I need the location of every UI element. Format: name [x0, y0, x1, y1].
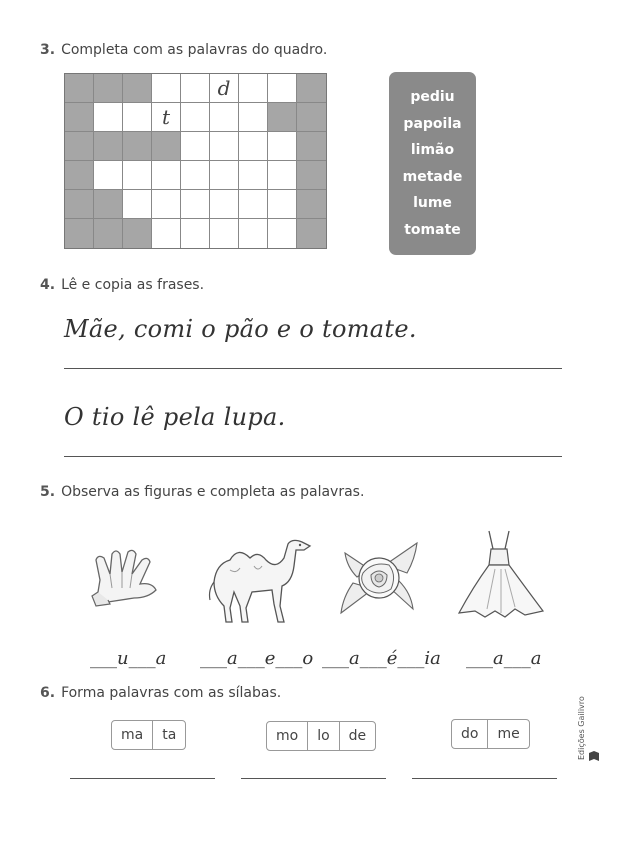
word-box-item: lume [413, 195, 452, 211]
syllable: ma [112, 721, 153, 749]
exercise-4-instruction: Lê e copia as frases. [61, 277, 205, 293]
grid-cell-shaded [297, 219, 326, 248]
word-3-part: ___ [359, 648, 387, 669]
word-box-item: metade [402, 168, 463, 185]
word-1-part: ___ [128, 648, 156, 669]
grid-cell[interactable] [239, 219, 268, 248]
exercise-4-number: 4. [40, 277, 56, 293]
grid-cell-shaded [94, 219, 123, 248]
grid-cell[interactable] [239, 161, 268, 190]
exercise-5-number: 5. [40, 484, 56, 500]
grid-cell-shaded [123, 219, 152, 248]
grid-cell[interactable]: t [152, 103, 181, 132]
exercise-4-title [40, 277, 204, 293]
exercise-5-instruction: Observa as figuras e completa as palavras. [61, 484, 365, 500]
syllable-group-3 [451, 719, 530, 749]
grid-cell[interactable] [181, 219, 210, 248]
grid-cell-shaded [152, 132, 181, 161]
grid-cell[interactable] [239, 190, 268, 219]
grid-cell[interactable] [94, 103, 123, 132]
exercise-6-title [40, 685, 281, 701]
grid-cell[interactable] [181, 74, 210, 103]
grid-cell-shaded [65, 219, 94, 248]
word-box [389, 72, 476, 255]
word-2-part: o [302, 648, 314, 669]
grid-cell-shaded [65, 103, 94, 132]
word-3-part: ia [424, 648, 441, 669]
glove-icon [88, 540, 168, 610]
grid-cell-shaded [65, 190, 94, 219]
grid-cell-shaded [65, 161, 94, 190]
word-3-part: a [349, 648, 360, 669]
word-2-part: ___ [200, 648, 227, 669]
grid-cell-shaded [123, 74, 152, 103]
exercise-6-number: 6. [40, 685, 56, 701]
grid-cell-shaded [94, 190, 123, 219]
grid-cell-shaded [65, 132, 94, 161]
grid-cell[interactable] [239, 132, 268, 161]
word-2-part: a [227, 648, 238, 669]
exercise-6-instruction: Forma palavras com as sílabas. [61, 685, 282, 701]
fill-word-2[interactable] [200, 648, 313, 669]
writing-line-2[interactable] [64, 456, 562, 457]
grid-cell-shaded [123, 132, 152, 161]
word-1-part: a [155, 648, 167, 669]
fill-word-1[interactable] [90, 648, 166, 669]
syllable-group-1 [111, 720, 186, 750]
syllable: de [348, 728, 367, 744]
word-4-part: ___ [503, 648, 531, 669]
publisher-credit: Edições Gailivro [577, 696, 586, 760]
grid-row [65, 219, 326, 248]
grid-cell[interactable] [210, 161, 239, 190]
grid-cell[interactable] [123, 190, 152, 219]
syllable: me [497, 726, 520, 742]
grid-cell[interactable] [268, 132, 297, 161]
model-sentence-2: O tio lê pela lupa. [64, 403, 286, 431]
answer-line-3[interactable] [412, 778, 557, 779]
grid-row [65, 103, 326, 132]
grid-cell[interactable] [239, 74, 268, 103]
grid-cell-shaded [94, 74, 123, 103]
answer-line-2[interactable] [241, 778, 386, 779]
word-box-item: pediu [410, 89, 455, 105]
word-2-part: ___ [275, 648, 303, 669]
grid-cell[interactable] [210, 103, 239, 132]
grid-row [65, 190, 326, 219]
word-2-part: e [264, 648, 276, 669]
grid-cell-shaded [297, 132, 326, 161]
grid-row [65, 132, 326, 161]
answer-line-1[interactable] [70, 778, 215, 779]
word-4-part: a [530, 648, 542, 669]
grid-cell[interactable] [152, 219, 181, 248]
word-box-item: tomate [404, 221, 461, 238]
grid-row [65, 74, 326, 103]
grid-cell-shaded [297, 74, 326, 103]
grid-cell-shaded [65, 74, 94, 103]
exercise-3-instruction: Completa com as palavras do quadro. [61, 42, 328, 58]
word-3-part: ___ [397, 648, 425, 669]
camel-icon [200, 530, 318, 630]
grid-cell[interactable] [152, 190, 181, 219]
grid-cell-shaded [94, 132, 123, 161]
word-box-item: limão [410, 142, 455, 158]
grid-cell[interactable] [210, 219, 239, 248]
syllable: lo [308, 722, 339, 750]
grid-cell[interactable] [152, 74, 181, 103]
grid-cell[interactable] [210, 190, 239, 219]
grid-cell[interactable] [181, 103, 210, 132]
grid-cell[interactable] [210, 132, 239, 161]
model-sentence-1: Mãe, comi o pão e o tomate. [64, 315, 417, 343]
exercise-3-title [40, 42, 327, 58]
grid-cell[interactable] [181, 190, 210, 219]
grid-cell[interactable] [152, 161, 181, 190]
grid-cell[interactable] [239, 103, 268, 132]
grid-row [65, 161, 326, 190]
syllable: mo [267, 722, 308, 750]
grid-cell[interactable] [268, 74, 297, 103]
word-1-part: ___ [90, 648, 117, 669]
grid-cell[interactable] [181, 132, 210, 161]
word-3-part: é [386, 648, 398, 669]
word-box-item: papoila [403, 115, 462, 132]
word-4-part: ___ [466, 648, 493, 669]
grid-cell-shaded [297, 161, 326, 190]
syllable: ta [162, 727, 177, 743]
grid-cell-shaded [268, 103, 297, 132]
grid-cell[interactable] [268, 190, 297, 219]
dress-icon [455, 525, 547, 620]
flower-icon [333, 533, 425, 623]
grid-cell[interactable] [268, 161, 297, 190]
word-4-part: a [493, 648, 504, 669]
grid-cell[interactable] [123, 161, 152, 190]
grid-cell[interactable] [181, 161, 210, 190]
exercise-5-title [40, 484, 364, 500]
fill-word-3[interactable] [322, 648, 441, 669]
publisher-logo-icon [588, 747, 600, 766]
fill-word-4[interactable] [466, 648, 541, 669]
grid-cell-shaded [297, 103, 326, 132]
syllable: do [452, 720, 488, 748]
crossword-grid [64, 73, 327, 249]
word-3-part: ___ [322, 648, 349, 669]
grid-cell-shaded [297, 190, 326, 219]
grid-cell[interactable]: d [210, 74, 239, 103]
syllable-group-2 [266, 721, 376, 751]
grid-cell[interactable] [123, 103, 152, 132]
exercise-3-number: 3. [40, 42, 56, 58]
word-1-part: u [117, 648, 129, 669]
word-2-part: ___ [237, 648, 265, 669]
grid-cell[interactable] [268, 219, 297, 248]
grid-cell[interactable] [94, 161, 123, 190]
writing-line-1[interactable] [64, 368, 562, 369]
